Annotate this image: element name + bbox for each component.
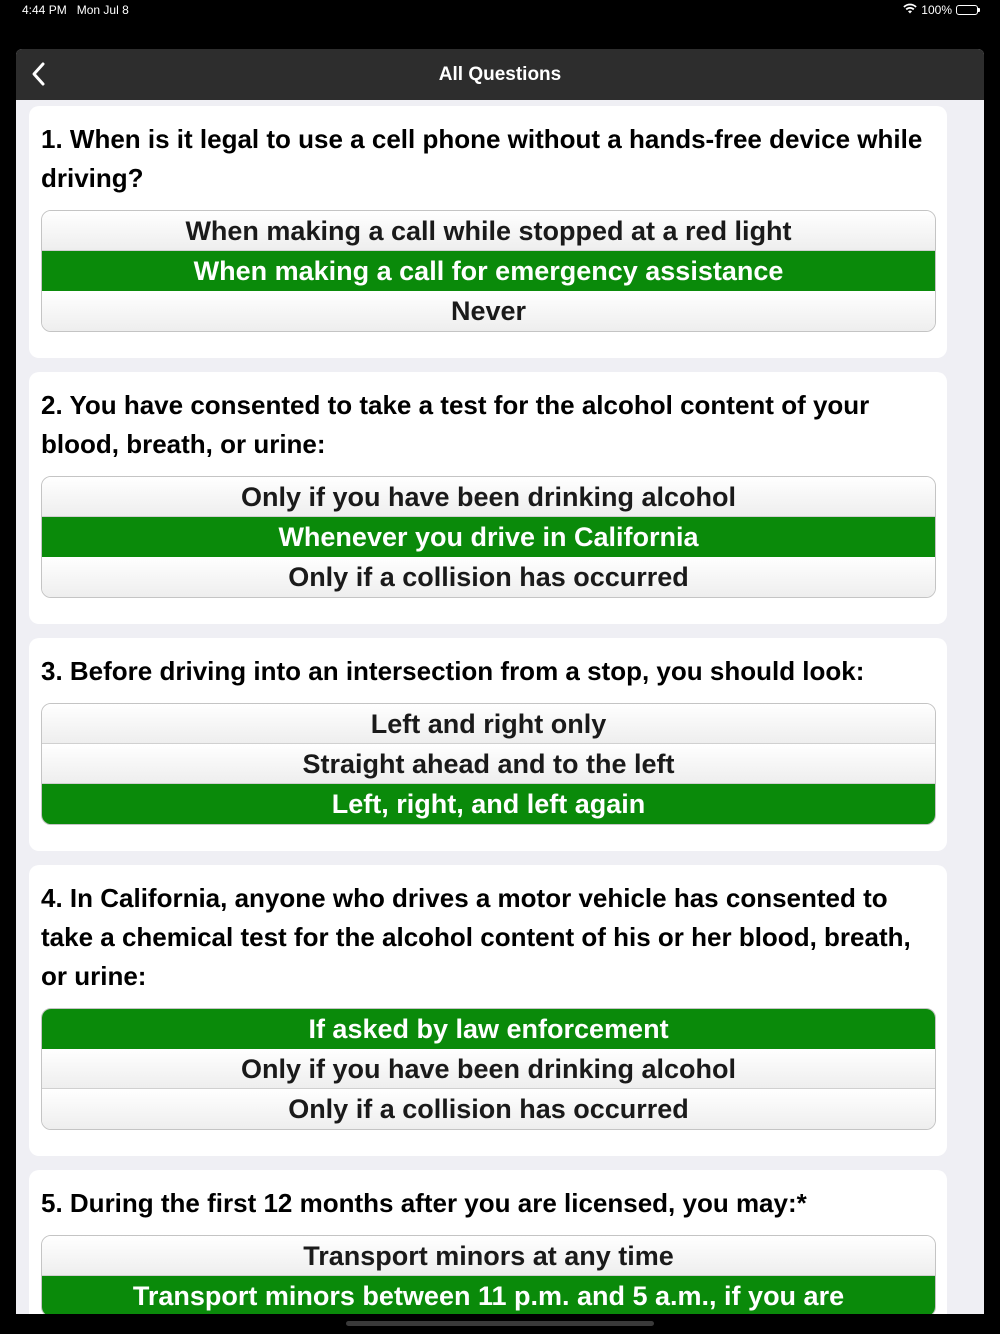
question-text: 2. You have consented to take a test for the alcohol content of your blood, breath, or urine: — [41, 390, 870, 459]
battery-icon — [956, 5, 978, 15]
status-date: Mon Jul 8 — [76, 3, 129, 17]
battery-percent: 100% — [921, 3, 952, 17]
answer-option-correct[interactable]: When making a call for emergency assistance — [42, 251, 935, 291]
status-bar — [0, 0, 1000, 22]
answer-group — [41, 1008, 936, 1130]
question-text: 3. Before driving into an intersection from a stop, you should look: — [41, 656, 865, 686]
question-card-5 — [29, 1170, 947, 1314]
question-card-3 — [29, 638, 947, 851]
answer-group — [41, 1235, 936, 1314]
status-time — [22, 3, 129, 17]
answer-option[interactable]: Only if you have been drinking alcohol — [42, 1049, 935, 1089]
status-clock: 4:44 PM — [22, 3, 67, 17]
status-right — [903, 3, 978, 17]
question-card-1 — [29, 106, 947, 358]
answer-option[interactable]: Only if a collision has occurred — [42, 557, 935, 597]
answer-option[interactable]: Only if a collision has occurred — [42, 1089, 935, 1129]
answer-group — [41, 703, 936, 825]
answer-option[interactable]: Only if you have been drinking alcohol — [42, 477, 935, 517]
answer-option[interactable]: Left and right only — [42, 704, 935, 744]
answer-option-correct[interactable]: Transport minors between 11 p.m. and 5 a.m., if you are — [42, 1276, 935, 1314]
home-indicator[interactable] — [346, 1321, 654, 1326]
question-text: 1. When is it legal to use a cell phone without a hands-free device while driving? — [41, 124, 923, 193]
question-text: 5. During the first 12 months after you are licensed, you may:* — [41, 1188, 807, 1218]
navigation-bar — [16, 49, 984, 100]
question-card-4 — [29, 865, 947, 1156]
page-title: All Questions — [438, 64, 562, 85]
answer-option-correct[interactable]: If asked by law enforcement — [42, 1009, 935, 1049]
answer-option[interactable]: When making a call while stopped at a red light — [42, 211, 935, 251]
answer-group — [41, 476, 936, 598]
answer-option-correct[interactable]: Left, right, and left again — [42, 784, 935, 824]
answer-option-correct[interactable]: Whenever you drive in California — [42, 517, 935, 557]
answer-option[interactable]: Transport minors at any time — [42, 1236, 935, 1276]
app-window — [16, 49, 984, 1314]
answer-group — [41, 210, 936, 332]
answer-option[interactable]: Never — [42, 291, 935, 331]
question-text: 4. In California, anyone who drives a motor vehicle has consented to take a chemical test for the alcohol content of his or her blood, breath, or urine: — [41, 883, 911, 991]
answer-option[interactable]: Straight ahead and to the left — [42, 744, 935, 784]
wifi-icon — [903, 3, 917, 17]
question-card-2 — [29, 372, 947, 624]
